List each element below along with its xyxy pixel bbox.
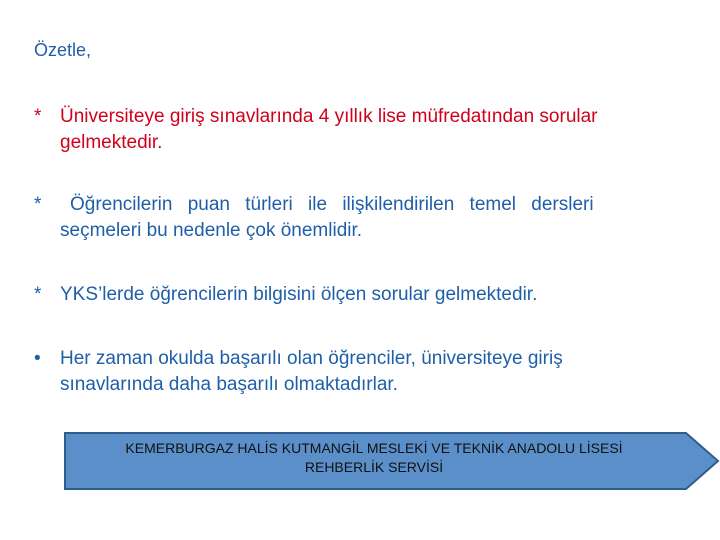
bullet-line: Üniversiteye giriş sınavlarında 4 yıllık lise müfredatından sorular xyxy=(60,106,598,127)
bullet-marker: • xyxy=(34,348,41,369)
banner-line-2: REHBERLİK SERVİSİ xyxy=(304,459,444,475)
bullet-item-3 xyxy=(34,282,694,308)
slide-heading xyxy=(34,40,91,61)
bullet-marker: * xyxy=(34,284,42,305)
bullet-line: YKS’lerde öğrencilerin bilgisini ölçen sorular gelmektedir. xyxy=(60,284,538,305)
banner-text xyxy=(74,439,674,477)
bullet-line: seçmeleri bu nedenle çok önemlidir. xyxy=(60,220,363,241)
bullet-item-4 xyxy=(34,346,694,398)
bullet-line: gelmektedir. xyxy=(60,132,163,153)
bullet-item-1 xyxy=(34,104,694,156)
bullet-line: Her zaman okulda başarılı olan öğrenciler, üniversiteye giriş xyxy=(60,348,563,369)
bullet-line: sınavlarında daha başarılı olmaktadırlar. xyxy=(60,374,398,395)
heading-text: Özetle xyxy=(34,40,87,60)
bullet-line: Öğrencilerin puan türleri ile ilişkilendirilen temel dersleri xyxy=(70,194,594,215)
bullet-item-2 xyxy=(34,192,694,244)
heading-comma: , xyxy=(86,40,92,60)
bullet-marker: * xyxy=(34,194,42,215)
school-banner xyxy=(64,432,720,490)
bullet-marker: * xyxy=(34,106,42,127)
banner-line-1: KEMERBURGAZ HALİS KUTMANGİL MESLEKİ VE TEKNİK ANADOLU LİSESİ xyxy=(125,440,623,456)
